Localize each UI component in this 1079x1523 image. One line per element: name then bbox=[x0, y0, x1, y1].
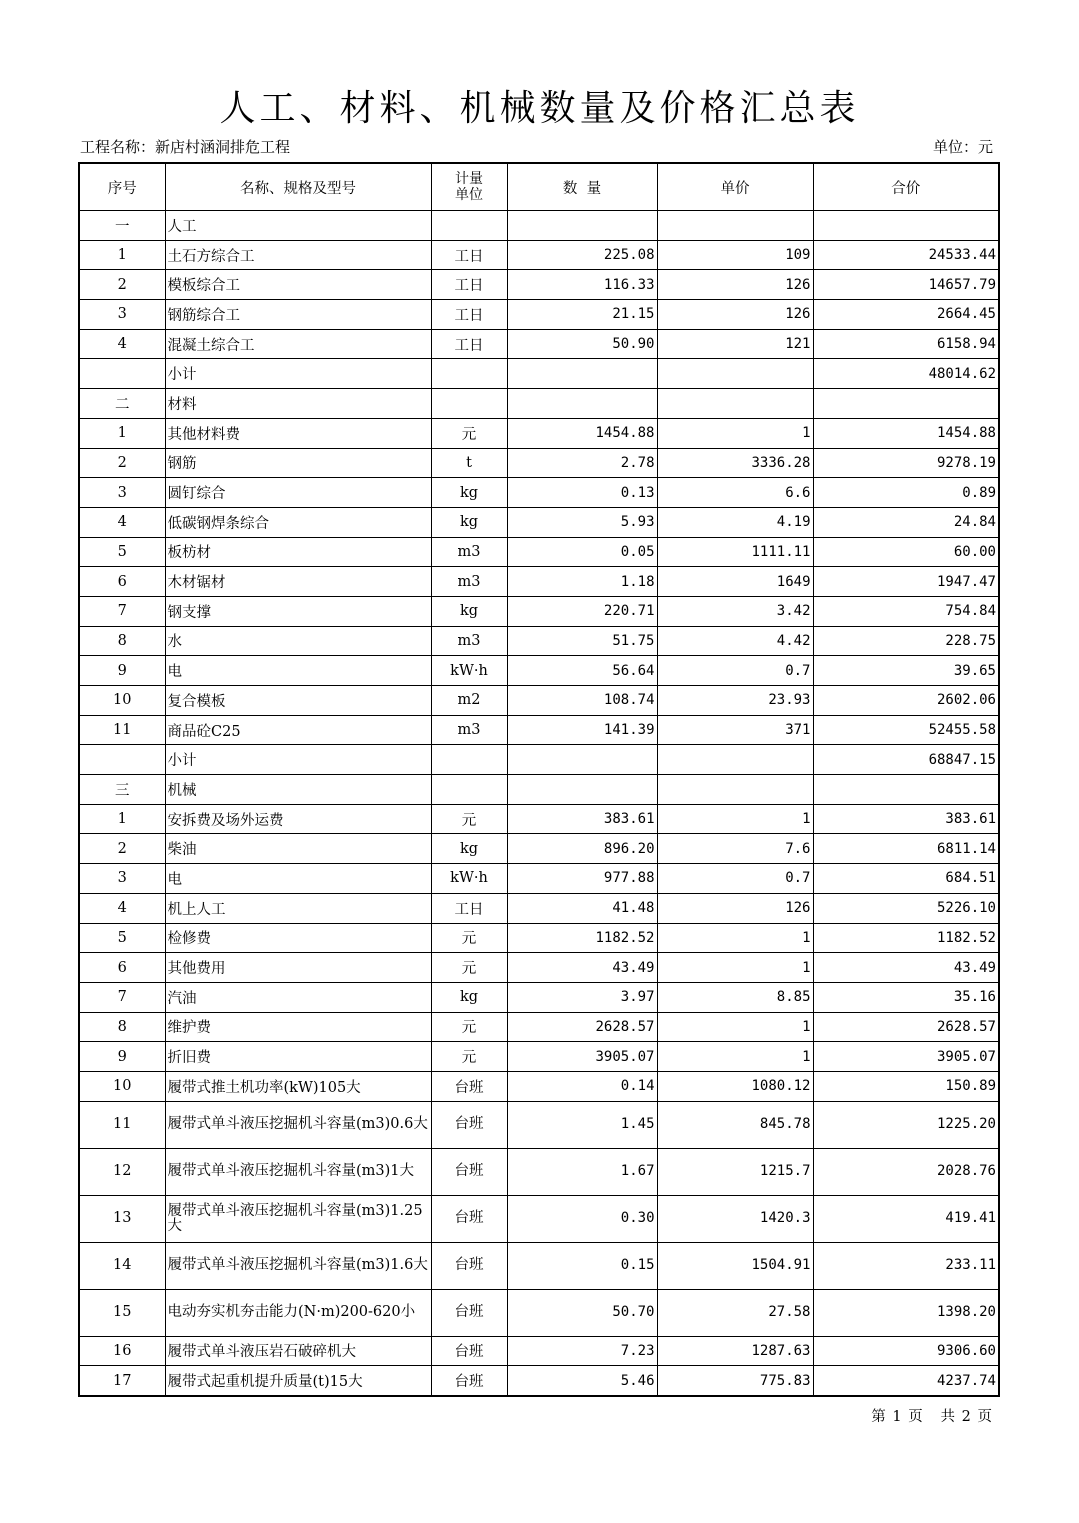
table-row bbox=[79, 1148, 999, 1195]
cell-unit: 台班 bbox=[431, 1366, 507, 1396]
cell-price: 126 bbox=[657, 270, 813, 300]
cell-qty: 141.39 bbox=[507, 715, 657, 745]
cell-price: 126 bbox=[657, 300, 813, 330]
table-row bbox=[79, 953, 999, 983]
cell-qty: 1.45 bbox=[507, 1101, 657, 1148]
cell-unit: 台班 bbox=[431, 1071, 507, 1101]
cell-name: 人工 bbox=[165, 211, 431, 241]
cell-total: 228.75 bbox=[813, 626, 999, 656]
cell-name: 机械 bbox=[165, 775, 431, 805]
table-row bbox=[79, 1336, 999, 1366]
cell-name: 混凝土综合工 bbox=[165, 329, 431, 359]
cell-total: 684.51 bbox=[813, 864, 999, 894]
cell-name: 其他材料费 bbox=[165, 418, 431, 448]
cell-name: 钢筋 bbox=[165, 448, 431, 478]
cell-qty: 50.70 bbox=[507, 1289, 657, 1336]
cell-price: 1504.91 bbox=[657, 1242, 813, 1289]
cell-price: 4.19 bbox=[657, 507, 813, 537]
cell-name: 钢支撑 bbox=[165, 596, 431, 626]
table-row bbox=[79, 893, 999, 923]
table-row bbox=[79, 626, 999, 656]
cell-unit: 工日 bbox=[431, 893, 507, 923]
cell-qty: 1454.88 bbox=[507, 418, 657, 448]
cell-seq: 一 bbox=[79, 211, 165, 241]
cell-price: 1420.3 bbox=[657, 1195, 813, 1242]
cell-total: 39.65 bbox=[813, 656, 999, 686]
cell-total bbox=[813, 211, 999, 241]
cell-qty: 220.71 bbox=[507, 596, 657, 626]
cell-name: 履带式推土机功率(kW)105大 bbox=[165, 1071, 431, 1101]
header-seq: 序号 bbox=[79, 163, 165, 211]
cell-name: 履带式起重机提升质量(t)15大 bbox=[165, 1366, 431, 1396]
table-row bbox=[79, 864, 999, 894]
cell-price: 1 bbox=[657, 1012, 813, 1042]
table-row bbox=[79, 389, 999, 419]
cell-name: 电 bbox=[165, 864, 431, 894]
cell-total: 1454.88 bbox=[813, 418, 999, 448]
cell-price: 121 bbox=[657, 329, 813, 359]
cell-unit: 台班 bbox=[431, 1289, 507, 1336]
cell-price: 7.6 bbox=[657, 834, 813, 864]
cell-total: 6811.14 bbox=[813, 834, 999, 864]
cell-unit: 台班 bbox=[431, 1336, 507, 1366]
table-row bbox=[79, 211, 999, 241]
table-row bbox=[79, 507, 999, 537]
cell-name: 土石方综合工 bbox=[165, 240, 431, 270]
cell-seq: 1 bbox=[79, 804, 165, 834]
cell-seq: 9 bbox=[79, 656, 165, 686]
cell-price: 1287.63 bbox=[657, 1336, 813, 1366]
cell-qty: 5.93 bbox=[507, 507, 657, 537]
cell-qty: 977.88 bbox=[507, 864, 657, 894]
cell-total: 68847.15 bbox=[813, 745, 999, 775]
cell-price: 3336.28 bbox=[657, 448, 813, 478]
cell-total: 9306.60 bbox=[813, 1336, 999, 1366]
header-unit-line1: 计量 bbox=[455, 171, 483, 187]
table-row bbox=[79, 240, 999, 270]
cell-unit: kW·h bbox=[431, 656, 507, 686]
cell-price: 1 bbox=[657, 923, 813, 953]
cell-seq: 14 bbox=[79, 1242, 165, 1289]
cell-seq: 2 bbox=[79, 270, 165, 300]
cell-qty: 41.48 bbox=[507, 893, 657, 923]
cell-name: 小计 bbox=[165, 359, 431, 389]
cell-price bbox=[657, 211, 813, 241]
cell-unit bbox=[431, 745, 507, 775]
table-row bbox=[79, 418, 999, 448]
table-row bbox=[79, 745, 999, 775]
cell-price: 23.93 bbox=[657, 686, 813, 716]
header-total: 合价 bbox=[813, 163, 999, 211]
cell-seq: 11 bbox=[79, 715, 165, 745]
cell-unit: t bbox=[431, 448, 507, 478]
table-row bbox=[79, 1242, 999, 1289]
cell-unit: 台班 bbox=[431, 1101, 507, 1148]
cell-name: 维护费 bbox=[165, 1012, 431, 1042]
cell-seq: 二 bbox=[79, 389, 165, 419]
cell-seq: 4 bbox=[79, 507, 165, 537]
cell-qty: 116.33 bbox=[507, 270, 657, 300]
cell-qty: 3905.07 bbox=[507, 1042, 657, 1072]
cell-unit: m3 bbox=[431, 567, 507, 597]
cell-seq bbox=[79, 745, 165, 775]
cell-unit: m3 bbox=[431, 537, 507, 567]
cell-seq: 4 bbox=[79, 329, 165, 359]
cell-seq: 15 bbox=[79, 1289, 165, 1336]
cell-unit: 台班 bbox=[431, 1195, 507, 1242]
cell-seq: 13 bbox=[79, 1195, 165, 1242]
cell-seq: 7 bbox=[79, 982, 165, 1012]
cell-unit: 工日 bbox=[431, 300, 507, 330]
cell-price bbox=[657, 775, 813, 805]
table-row bbox=[79, 1071, 999, 1101]
cell-seq: 17 bbox=[79, 1366, 165, 1396]
cell-price: 1 bbox=[657, 1042, 813, 1072]
cell-unit: kW·h bbox=[431, 864, 507, 894]
cell-seq: 7 bbox=[79, 596, 165, 626]
table-row bbox=[79, 1366, 999, 1396]
cell-price: 8.85 bbox=[657, 982, 813, 1012]
cell-price: 1 bbox=[657, 418, 813, 448]
cell-unit: 元 bbox=[431, 1012, 507, 1042]
cell-seq: 3 bbox=[79, 864, 165, 894]
cell-total: 4237.74 bbox=[813, 1366, 999, 1396]
table-row bbox=[79, 448, 999, 478]
cell-total: 1182.52 bbox=[813, 923, 999, 953]
cell-name: 安拆费及场外运费 bbox=[165, 804, 431, 834]
cell-seq: 6 bbox=[79, 567, 165, 597]
header-unit bbox=[431, 163, 507, 211]
cell-total: 1398.20 bbox=[813, 1289, 999, 1336]
cell-seq: 2 bbox=[79, 834, 165, 864]
cell-qty: 383.61 bbox=[507, 804, 657, 834]
cell-seq bbox=[79, 359, 165, 389]
cell-unit: 工日 bbox=[431, 329, 507, 359]
cell-name: 电 bbox=[165, 656, 431, 686]
cell-qty: 21.15 bbox=[507, 300, 657, 330]
cell-total: 1225.20 bbox=[813, 1101, 999, 1148]
cell-price: 1649 bbox=[657, 567, 813, 597]
cell-seq: 8 bbox=[79, 626, 165, 656]
cell-qty bbox=[507, 745, 657, 775]
table-row bbox=[79, 982, 999, 1012]
cell-qty: 50.90 bbox=[507, 329, 657, 359]
cell-unit: kg bbox=[431, 507, 507, 537]
cell-seq: 1 bbox=[79, 418, 165, 448]
cell-qty: 7.23 bbox=[507, 1336, 657, 1366]
cell-total: 6158.94 bbox=[813, 329, 999, 359]
cell-price: 371 bbox=[657, 715, 813, 745]
cell-seq: 4 bbox=[79, 893, 165, 923]
table-row bbox=[79, 478, 999, 508]
cell-price: 1 bbox=[657, 953, 813, 983]
cell-name: 复合模板 bbox=[165, 686, 431, 716]
cell-qty: 0.05 bbox=[507, 537, 657, 567]
cell-name: 电动夯实机夯击能力(N·m)200-620小 bbox=[165, 1289, 431, 1336]
cell-name: 商品砼C25 bbox=[165, 715, 431, 745]
cell-unit bbox=[431, 775, 507, 805]
cell-price: 3.42 bbox=[657, 596, 813, 626]
cell-qty: 1182.52 bbox=[507, 923, 657, 953]
cell-seq: 3 bbox=[79, 478, 165, 508]
table-row bbox=[79, 300, 999, 330]
currency-unit: 单位：元 bbox=[932, 138, 993, 156]
cell-unit: 元 bbox=[431, 923, 507, 953]
table-row bbox=[79, 923, 999, 953]
cell-qty: 225.08 bbox=[507, 240, 657, 270]
cell-price: 0.7 bbox=[657, 656, 813, 686]
cell-unit: 台班 bbox=[431, 1148, 507, 1195]
cell-total bbox=[813, 389, 999, 419]
cell-unit: kg bbox=[431, 596, 507, 626]
cell-unit: 元 bbox=[431, 953, 507, 983]
cell-name: 折旧费 bbox=[165, 1042, 431, 1072]
cell-price: 775.83 bbox=[657, 1366, 813, 1396]
cell-qty bbox=[507, 211, 657, 241]
cell-total bbox=[813, 775, 999, 805]
cell-name: 履带式单斗液压挖掘机斗容量(m3)1大 bbox=[165, 1148, 431, 1195]
table-header-row bbox=[79, 163, 999, 211]
cell-qty bbox=[507, 359, 657, 389]
cell-name: 圆钉综合 bbox=[165, 478, 431, 508]
cell-total: 52455.58 bbox=[813, 715, 999, 745]
table-row bbox=[79, 834, 999, 864]
cell-unit: 元 bbox=[431, 1042, 507, 1072]
cell-price: 0.7 bbox=[657, 864, 813, 894]
table-row bbox=[79, 1042, 999, 1072]
cell-qty: 2628.57 bbox=[507, 1012, 657, 1042]
header-name: 名称、规格及型号 bbox=[165, 163, 431, 211]
cell-total: 0.89 bbox=[813, 478, 999, 508]
header-price: 单价 bbox=[657, 163, 813, 211]
cell-qty: 0.14 bbox=[507, 1071, 657, 1101]
cell-total: 419.41 bbox=[813, 1195, 999, 1242]
cell-unit: 元 bbox=[431, 804, 507, 834]
table-row bbox=[79, 596, 999, 626]
cell-name: 机上人工 bbox=[165, 893, 431, 923]
table-row bbox=[79, 804, 999, 834]
cell-total: 2664.45 bbox=[813, 300, 999, 330]
cell-unit: 元 bbox=[431, 418, 507, 448]
cell-seq: 10 bbox=[79, 686, 165, 716]
cell-price bbox=[657, 359, 813, 389]
cell-total: 24.84 bbox=[813, 507, 999, 537]
project-name: 工程名称：新店村涵洞排危工程 bbox=[80, 138, 291, 156]
cell-price bbox=[657, 389, 813, 419]
header-qty: 数 量 bbox=[507, 163, 657, 211]
cell-total: 9278.19 bbox=[813, 448, 999, 478]
cell-name: 其他费用 bbox=[165, 953, 431, 983]
cell-seq: 2 bbox=[79, 448, 165, 478]
cell-qty: 2.78 bbox=[507, 448, 657, 478]
header-unit-line2: 单位 bbox=[455, 187, 483, 203]
cell-qty: 51.75 bbox=[507, 626, 657, 656]
cell-price: 126 bbox=[657, 893, 813, 923]
cell-price: 1111.11 bbox=[657, 537, 813, 567]
cell-seq: 3 bbox=[79, 300, 165, 330]
cell-name: 履带式单斗液压挖掘机斗容量(m3)0.6大 bbox=[165, 1101, 431, 1148]
cell-qty: 896.20 bbox=[507, 834, 657, 864]
table-row bbox=[79, 1289, 999, 1336]
cell-unit: 工日 bbox=[431, 240, 507, 270]
cell-unit: kg bbox=[431, 834, 507, 864]
table-row bbox=[79, 270, 999, 300]
cell-unit bbox=[431, 359, 507, 389]
cell-seq: 9 bbox=[79, 1042, 165, 1072]
cell-unit bbox=[431, 389, 507, 419]
table-row bbox=[79, 715, 999, 745]
cell-name: 履带式单斗液压岩石破碎机大 bbox=[165, 1336, 431, 1366]
cell-price: 4.42 bbox=[657, 626, 813, 656]
cell-name: 检修费 bbox=[165, 923, 431, 953]
cell-seq: 5 bbox=[79, 537, 165, 567]
cell-unit: 台班 bbox=[431, 1242, 507, 1289]
cell-name: 履带式单斗液压挖掘机斗容量(m3)1.25大 bbox=[165, 1195, 431, 1242]
cell-price: 109 bbox=[657, 240, 813, 270]
cell-name: 模板综合工 bbox=[165, 270, 431, 300]
table-row bbox=[79, 656, 999, 686]
cell-price: 27.58 bbox=[657, 1289, 813, 1336]
cell-total: 5226.10 bbox=[813, 893, 999, 923]
cell-unit: m3 bbox=[431, 626, 507, 656]
cell-qty: 0.15 bbox=[507, 1242, 657, 1289]
cell-qty: 0.13 bbox=[507, 478, 657, 508]
cell-qty: 43.49 bbox=[507, 953, 657, 983]
cell-total: 150.89 bbox=[813, 1071, 999, 1101]
cell-total: 383.61 bbox=[813, 804, 999, 834]
cell-name: 低碳钢焊条综合 bbox=[165, 507, 431, 537]
cell-unit: kg bbox=[431, 982, 507, 1012]
cell-qty: 1.67 bbox=[507, 1148, 657, 1195]
cell-total: 35.16 bbox=[813, 982, 999, 1012]
cell-unit: m3 bbox=[431, 715, 507, 745]
cell-total: 2628.57 bbox=[813, 1012, 999, 1042]
cell-unit: kg bbox=[431, 478, 507, 508]
cell-name: 小计 bbox=[165, 745, 431, 775]
cell-total: 754.84 bbox=[813, 596, 999, 626]
cell-name: 木材锯材 bbox=[165, 567, 431, 597]
table-row bbox=[79, 1012, 999, 1042]
cell-price: 845.78 bbox=[657, 1101, 813, 1148]
cell-seq: 5 bbox=[79, 923, 165, 953]
table-row bbox=[79, 1195, 999, 1242]
cell-seq: 三 bbox=[79, 775, 165, 805]
cell-seq: 1 bbox=[79, 240, 165, 270]
cell-total: 1947.47 bbox=[813, 567, 999, 597]
cell-qty bbox=[507, 389, 657, 419]
cell-total: 14657.79 bbox=[813, 270, 999, 300]
cell-total: 3905.07 bbox=[813, 1042, 999, 1072]
table-row bbox=[79, 359, 999, 389]
table-row bbox=[79, 329, 999, 359]
cell-name: 汽油 bbox=[165, 982, 431, 1012]
cell-name: 材料 bbox=[165, 389, 431, 419]
cell-price: 1215.7 bbox=[657, 1148, 813, 1195]
cell-total: 2602.06 bbox=[813, 686, 999, 716]
page-title: 人工、材料、机械数量及价格汇总表 bbox=[219, 88, 860, 129]
cell-qty: 5.46 bbox=[507, 1366, 657, 1396]
cell-price: 1 bbox=[657, 804, 813, 834]
summary-table bbox=[78, 162, 1000, 1397]
cell-price bbox=[657, 745, 813, 775]
cell-total: 233.11 bbox=[813, 1242, 999, 1289]
cell-name: 板枋材 bbox=[165, 537, 431, 567]
cell-unit bbox=[431, 211, 507, 241]
table-row bbox=[79, 567, 999, 597]
table-row bbox=[79, 537, 999, 567]
cell-total: 43.49 bbox=[813, 953, 999, 983]
cell-unit: 工日 bbox=[431, 270, 507, 300]
cell-price: 1080.12 bbox=[657, 1071, 813, 1101]
cell-name: 钢筋综合工 bbox=[165, 300, 431, 330]
cell-qty: 0.30 bbox=[507, 1195, 657, 1242]
cell-seq: 16 bbox=[79, 1336, 165, 1366]
cell-seq: 10 bbox=[79, 1071, 165, 1101]
cell-seq: 11 bbox=[79, 1101, 165, 1148]
cell-total: 2028.76 bbox=[813, 1148, 999, 1195]
cell-qty bbox=[507, 775, 657, 805]
table-row bbox=[79, 686, 999, 716]
cell-qty: 108.74 bbox=[507, 686, 657, 716]
cell-total: 24533.44 bbox=[813, 240, 999, 270]
table-row bbox=[79, 1101, 999, 1148]
cell-name: 水 bbox=[165, 626, 431, 656]
cell-qty: 3.97 bbox=[507, 982, 657, 1012]
cell-seq: 8 bbox=[79, 1012, 165, 1042]
cell-unit: m2 bbox=[431, 686, 507, 716]
cell-total: 48014.62 bbox=[813, 359, 999, 389]
table-row bbox=[79, 775, 999, 805]
cell-seq: 12 bbox=[79, 1148, 165, 1195]
page-number: 第 1 页 共 2 页 bbox=[871, 1409, 993, 1425]
cell-seq: 6 bbox=[79, 953, 165, 983]
cell-qty: 56.64 bbox=[507, 656, 657, 686]
cell-name: 柴油 bbox=[165, 834, 431, 864]
cell-price: 6.6 bbox=[657, 478, 813, 508]
cell-qty: 1.18 bbox=[507, 567, 657, 597]
cell-name: 履带式单斗液压挖掘机斗容量(m3)1.6大 bbox=[165, 1242, 431, 1289]
cell-total: 60.00 bbox=[813, 537, 999, 567]
